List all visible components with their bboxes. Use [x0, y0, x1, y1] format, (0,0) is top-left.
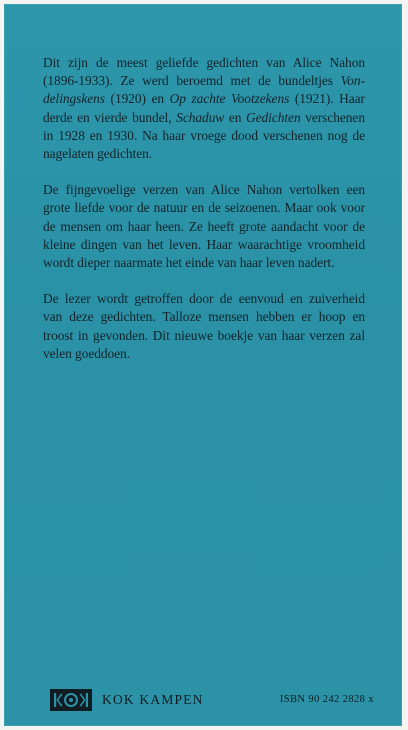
italic-title: Schaduw [176, 109, 225, 125]
paragraph-3 [43, 290, 365, 363]
publisher-name: KOK KAMPEN [102, 692, 204, 707]
text-line: de mensen om haar heen. Ze heeft grote aandacht voor de [43, 218, 365, 234]
paragraph-2 [43, 181, 365, 272]
book-back-cover [4, 4, 402, 726]
text-line: (1896-1933). Ze werd beroemd met de bundeltjes Von- [43, 73, 365, 89]
isbn-number: ISBN 90 242 2828 x [279, 694, 374, 705]
text-line: kleine dingen van het leven. Haar waarachtige vroomheid [43, 236, 365, 252]
text-line: derde en vierde bundel, Schaduw en Gedichten verschenen [43, 109, 365, 125]
text-line: in 1928 en 1930. Na haar vroege dood verschenen nog de [43, 127, 365, 143]
publisher-footer [50, 688, 374, 712]
italic-title: Op zachte Vootzekens [169, 91, 290, 107]
kok-logo-icon [50, 689, 92, 711]
text-line: troost in gevonden. Dit nieuwe boekje van haar verzen zal [43, 327, 365, 343]
text-line: grote liefde voor de natuur en de seizoenen. Maar ook voor [43, 200, 365, 216]
italic-title: delingskens [43, 91, 105, 107]
blurb-text [43, 54, 365, 381]
text-line: De lezer wordt getroffen door de eenvoud en zuiverheid [43, 291, 365, 307]
text-line: De fijngevoelige verzen van Alice Nahon vertolken een [43, 182, 365, 198]
text-line: van deze gedichten. Talloze mensen hebben er hoop en [43, 309, 365, 325]
text-line: delingskens (1920) en Op zachte Vootzekens (1921). Haar [43, 91, 365, 107]
text-line: Dit zijn de meest geliefde gedichten van Alice Nahon [43, 55, 365, 70]
text-line: nagelaten gedichten. [43, 146, 153, 162]
text-line: velen goeddoen. [43, 345, 131, 361]
italic-title: Gedichten [246, 109, 301, 125]
paragraph-1 [43, 54, 365, 163]
italic-title: Von- [340, 73, 365, 89]
text-line: wordt dieper naarmate het einde van haar leven nadert. [43, 255, 335, 271]
